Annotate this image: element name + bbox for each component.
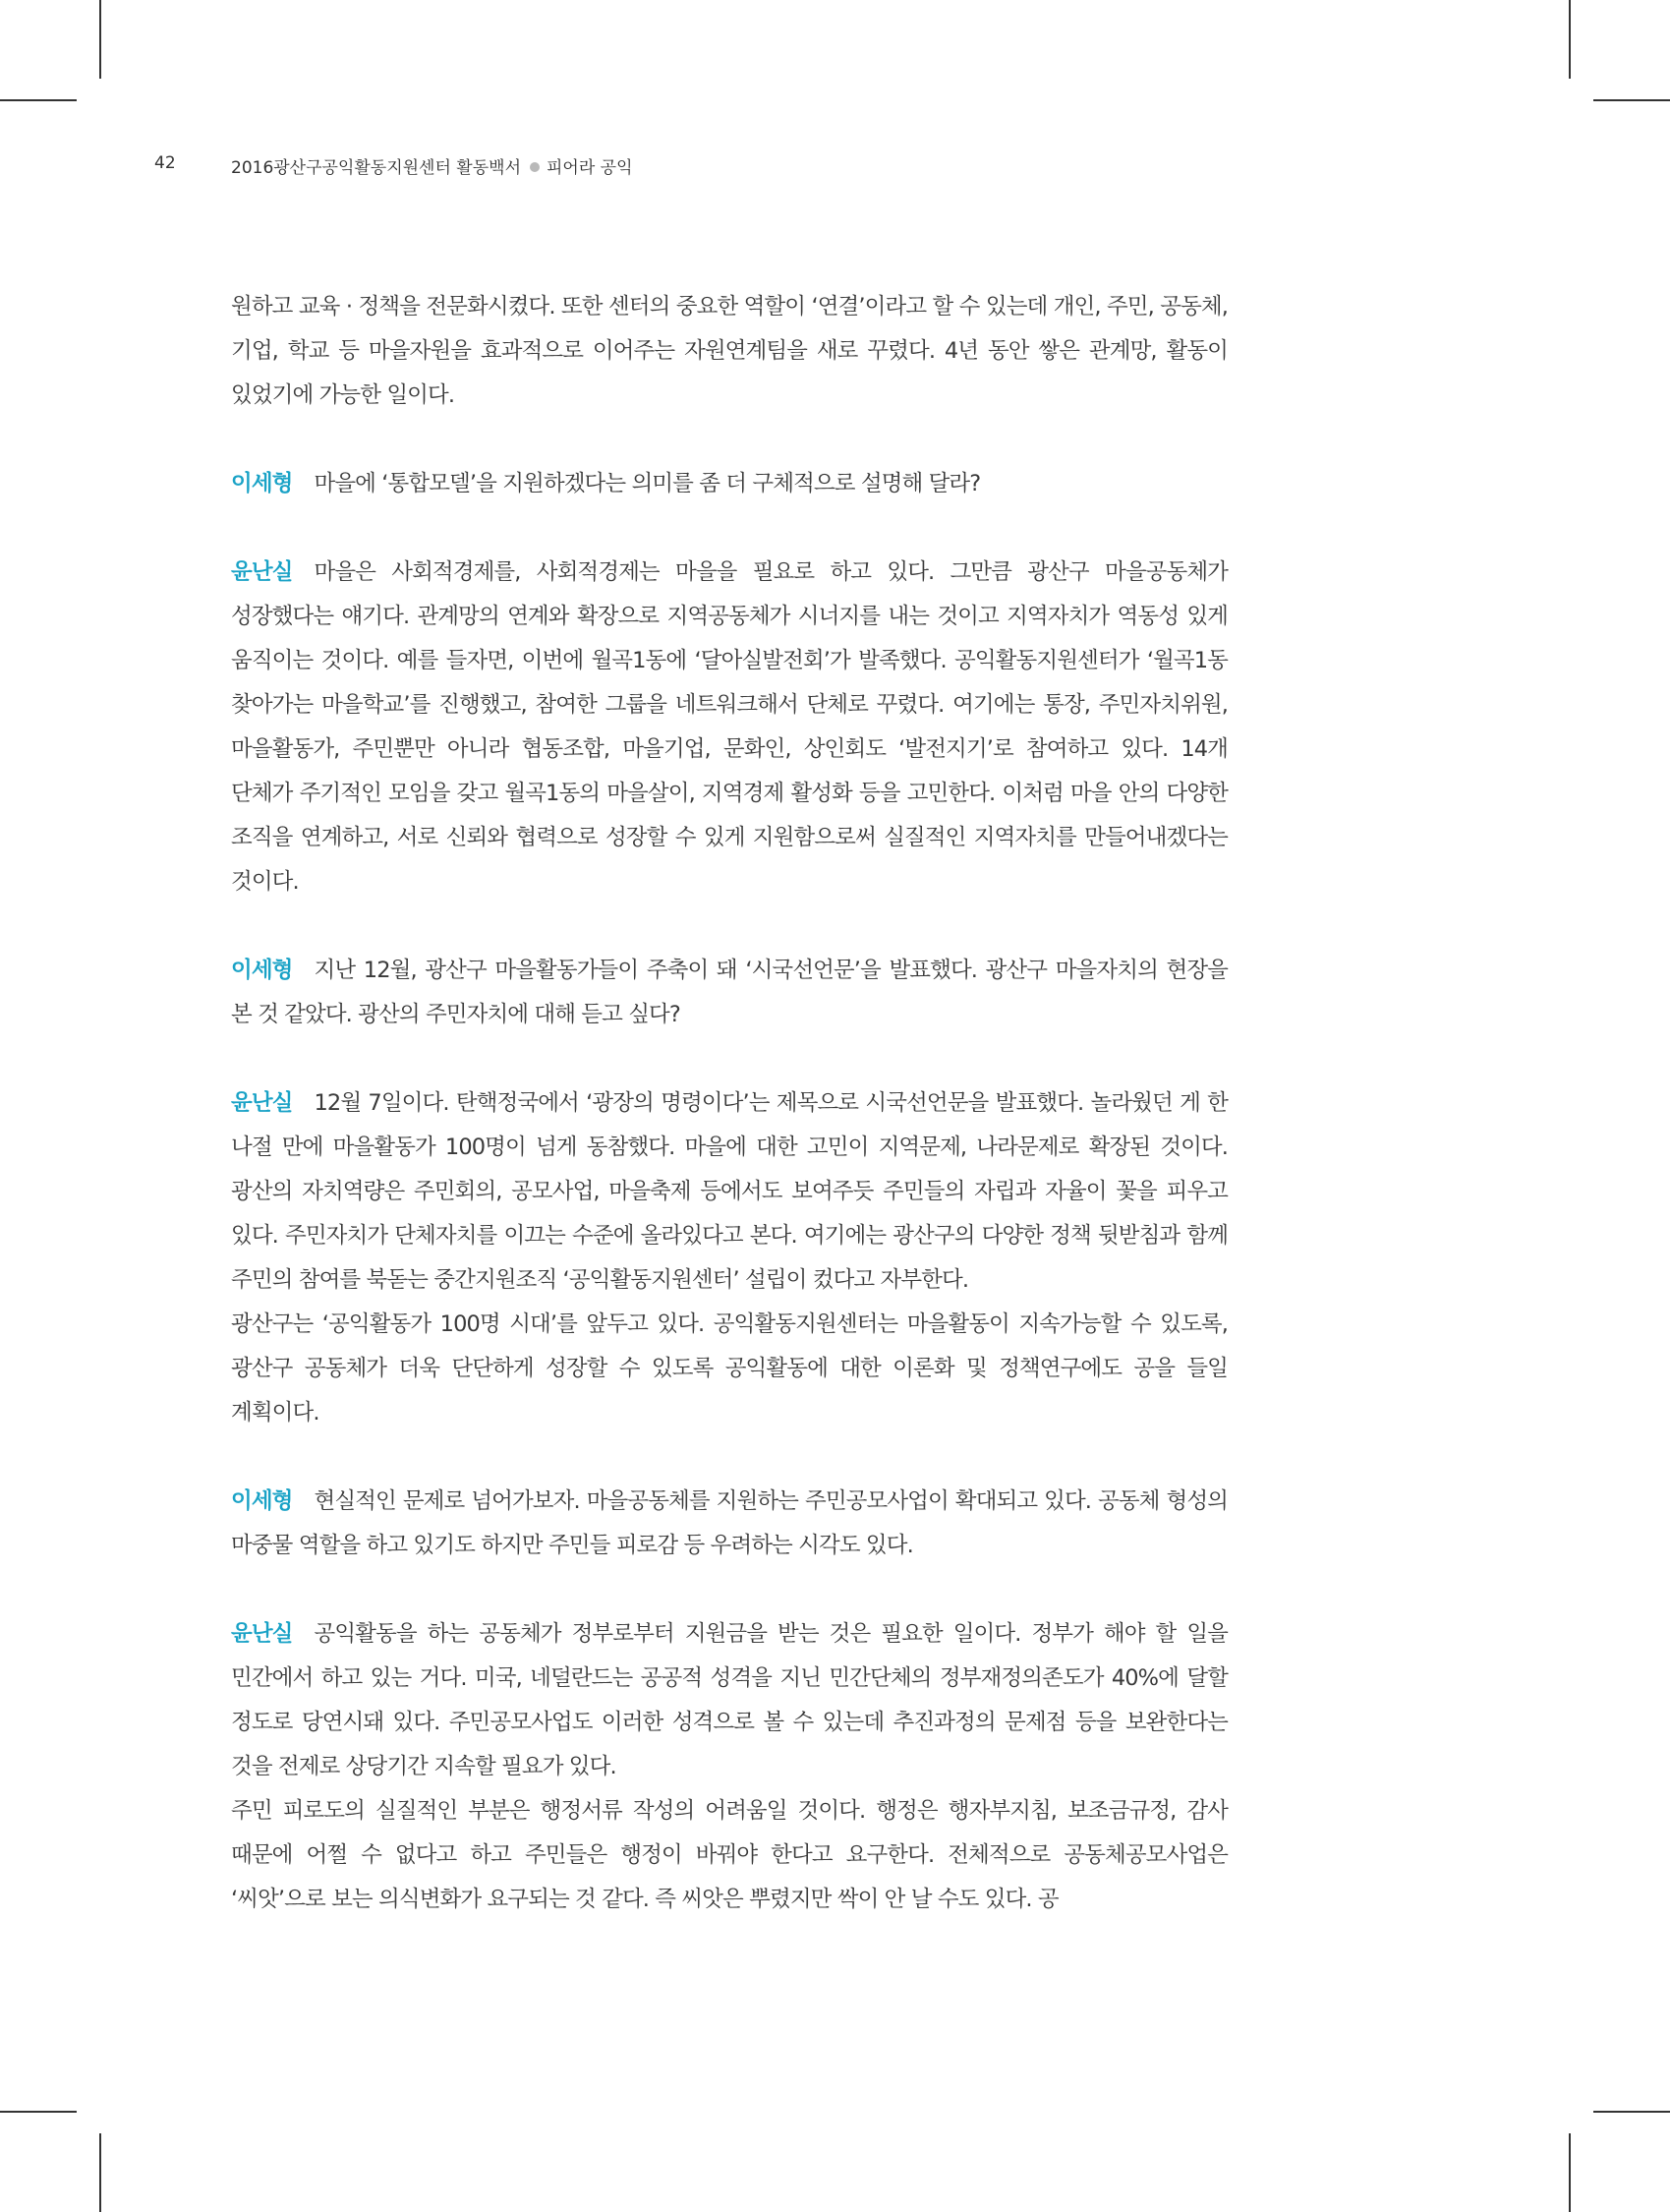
interviewer-name: 이세형	[231, 471, 293, 496]
page-number: 42	[154, 153, 176, 173]
question-text: 지난 12월, 광산구 마을활동가들이 주축이 돼 ‘시국선언문’을 발표했다. 광산구 마을자치의 현장을 본 것 같았다. 광산의 주민자치에 대해 듣고 싶다?	[231, 958, 1228, 1027]
intro-paragraph: 원하고 교육 · 정책을 전문화시켰다. 또한 센터의 중요한 역할이 ‘연결’이라고 할 수 있는데 개인, 주민, 공동체, 기업, 학교 등 마을자원을 효과적으로 이어주는 자원연계팀을 새로 꾸렸다. 4년 동안 쌓은 관계망, 활동이 있었기에 가능한 일이다.	[231, 294, 1228, 408]
crop-mark	[1569, 0, 1571, 79]
question-block	[231, 462, 1228, 506]
interviewer-name: 이세형	[231, 958, 293, 983]
book-title: 2016광산구공익활동지원센터 활동백서	[231, 158, 521, 178]
intro-block	[231, 285, 1228, 418]
crop-mark	[1569, 2133, 1571, 2212]
answer-continuation: 광산구는 ‘공익활동가 100명 시대’를 앞두고 있다. 공익활동지원센터는 마을활동이 지속가능할 수 있도록, 광산구 공동체가 더욱 단단하게 성장할 수 있도록 공익활동에 대한 이론화 및 정책연구에도 공을 들일 계획이다.	[231, 1311, 1228, 1426]
crop-mark	[0, 99, 77, 101]
answer-block	[231, 551, 1228, 904]
book-title-line	[231, 153, 633, 178]
crop-mark	[99, 2133, 101, 2212]
crop-mark	[99, 0, 101, 79]
answer-text: 공익활동을 하는 공동체가 정부로부터 지원금을 받는 것은 필요한 일이다. 정부가 해야 할 일을 민간에서 하고 있는 거다. 미국, 네덜란드는 공공적 성격을 지닌 민간단체의 정부재정의존도가 40%에 달할 정도로 당연시돼 있다. 주민공모사업도 이러한 성격으로 볼 수 있는데 추진과정의 문제점 등을 보완한다는 것을 전제로 상당기간 지속할 필요가 있다.	[231, 1621, 1228, 1779]
interviewee-name: 윤난실	[231, 1621, 293, 1647]
section-title: 피어라 공익	[547, 158, 633, 178]
interviewee-name: 윤난실	[231, 1090, 293, 1116]
answer-paragraph	[231, 1612, 1228, 1789]
interviewer-name: 이세형	[231, 1488, 293, 1514]
answer-paragraph	[231, 551, 1228, 904]
question-block	[231, 1480, 1228, 1568]
answer-text: 마을은 사회적경제를, 사회적경제는 마을을 필요로 하고 있다. 그만큼 광산구 마을공동체가 성장했다는 얘기다. 관계망의 연계와 확장으로 지역공동체가 시너지를 내는 것이고 지역자치가 역동성 있게 움직이는 것이다. 예를 들자면, 이번에 월곡1동에 ‘달아실발전회’가 발족했다. 공익활동지원센터가 ‘월곡1동 찾아가는 마을학교’를 진행했고, 참여한 그룹을 네트워크해서 단체로 꾸렸다. 여기에는 통장, 주민자치위원, 마을활동가, 주민뿐만 아니라 협동조합, 마을기업, 문화인, 상인회도 ‘발전지기’로 참여하고 있다. 14개 단체가 주기적인 모임을 갖고 월곡1동의 마을살이, 지역경제 활성화 등을 고민한다. 이처럼 마을 안의 다양한 조직을 연계하고, 서로 신뢰와 협력으로 성장할 수 있게 지원함으로써 실질적인 지역자치를 만들어내겠다는 것이다.	[231, 559, 1228, 895]
question-text: 현실적인 문제로 넘어가보자. 마을공동체를 지원하는 주민공모사업이 확대되고 있다. 공동체 형성의 마중물 역할을 하고 있기도 하지만 주민들 피로감 등 우려하는 시각도 있다.	[231, 1488, 1228, 1558]
interviewee-name: 윤난실	[231, 559, 293, 585]
crop-mark	[0, 2111, 77, 2113]
question-paragraph	[231, 462, 1228, 506]
answer-text: 12월 7일이다. 탄핵정국에서 ‘광장의 명령이다’는 제목으로 시국선언문을 발표했다. 놀라웠던 게 한 나절 만에 마을활동가 100명이 넘게 동참했다. 마을에 대한 고민이 지역문제, 나라문제로 확장된 것이다. 광산의 자치역량은 주민회의, 공모사업, 마을축제 등에서도 보여주듯 주민들의 자립과 자율이 꽃을 피우고 있다. 주민자치가 단체자치를 이끄는 수준에 올라있다고 본다. 여기에는 광산구의 다양한 정책 뒷받침과 함께 주민의 참여를 북돋는 중간지원조직 ‘공익활동지원센터’ 설립이 컸다고 자부한다.	[231, 1090, 1228, 1293]
question-block	[231, 949, 1228, 1037]
crop-mark	[1593, 99, 1670, 101]
question-paragraph	[231, 949, 1228, 1037]
question-text: 마을에 ‘통합모델’을 지원하겠다는 의미를 좀 더 구체적으로 설명해 달라?	[314, 471, 981, 496]
answer-paragraph	[231, 1081, 1228, 1303]
answer-continuation: 주민 피로도의 실질적인 부분은 행정서류 작성의 어려움일 것이다. 행정은 행자부지침, 보조금규정, 감사 때문에 어쩔 수 없다고 하고 주민들은 행정이 바꿔야 한다고 요구한다. 전체적으로 공동체공모사업은 ‘씨앗’으로 보는 의식변화가 요구되는 것 같다. 즉 씨앗은 뿌렸지만 싹이 안 날 수도 있다. 공	[231, 1798, 1228, 1912]
running-header	[0, 153, 1670, 183]
question-paragraph	[231, 1480, 1228, 1568]
crop-mark	[1593, 2111, 1670, 2113]
answer-block	[231, 1081, 1228, 1435]
interview-article	[231, 285, 1228, 1966]
answer-block	[231, 1612, 1228, 1922]
bullet-separator	[530, 162, 540, 172]
